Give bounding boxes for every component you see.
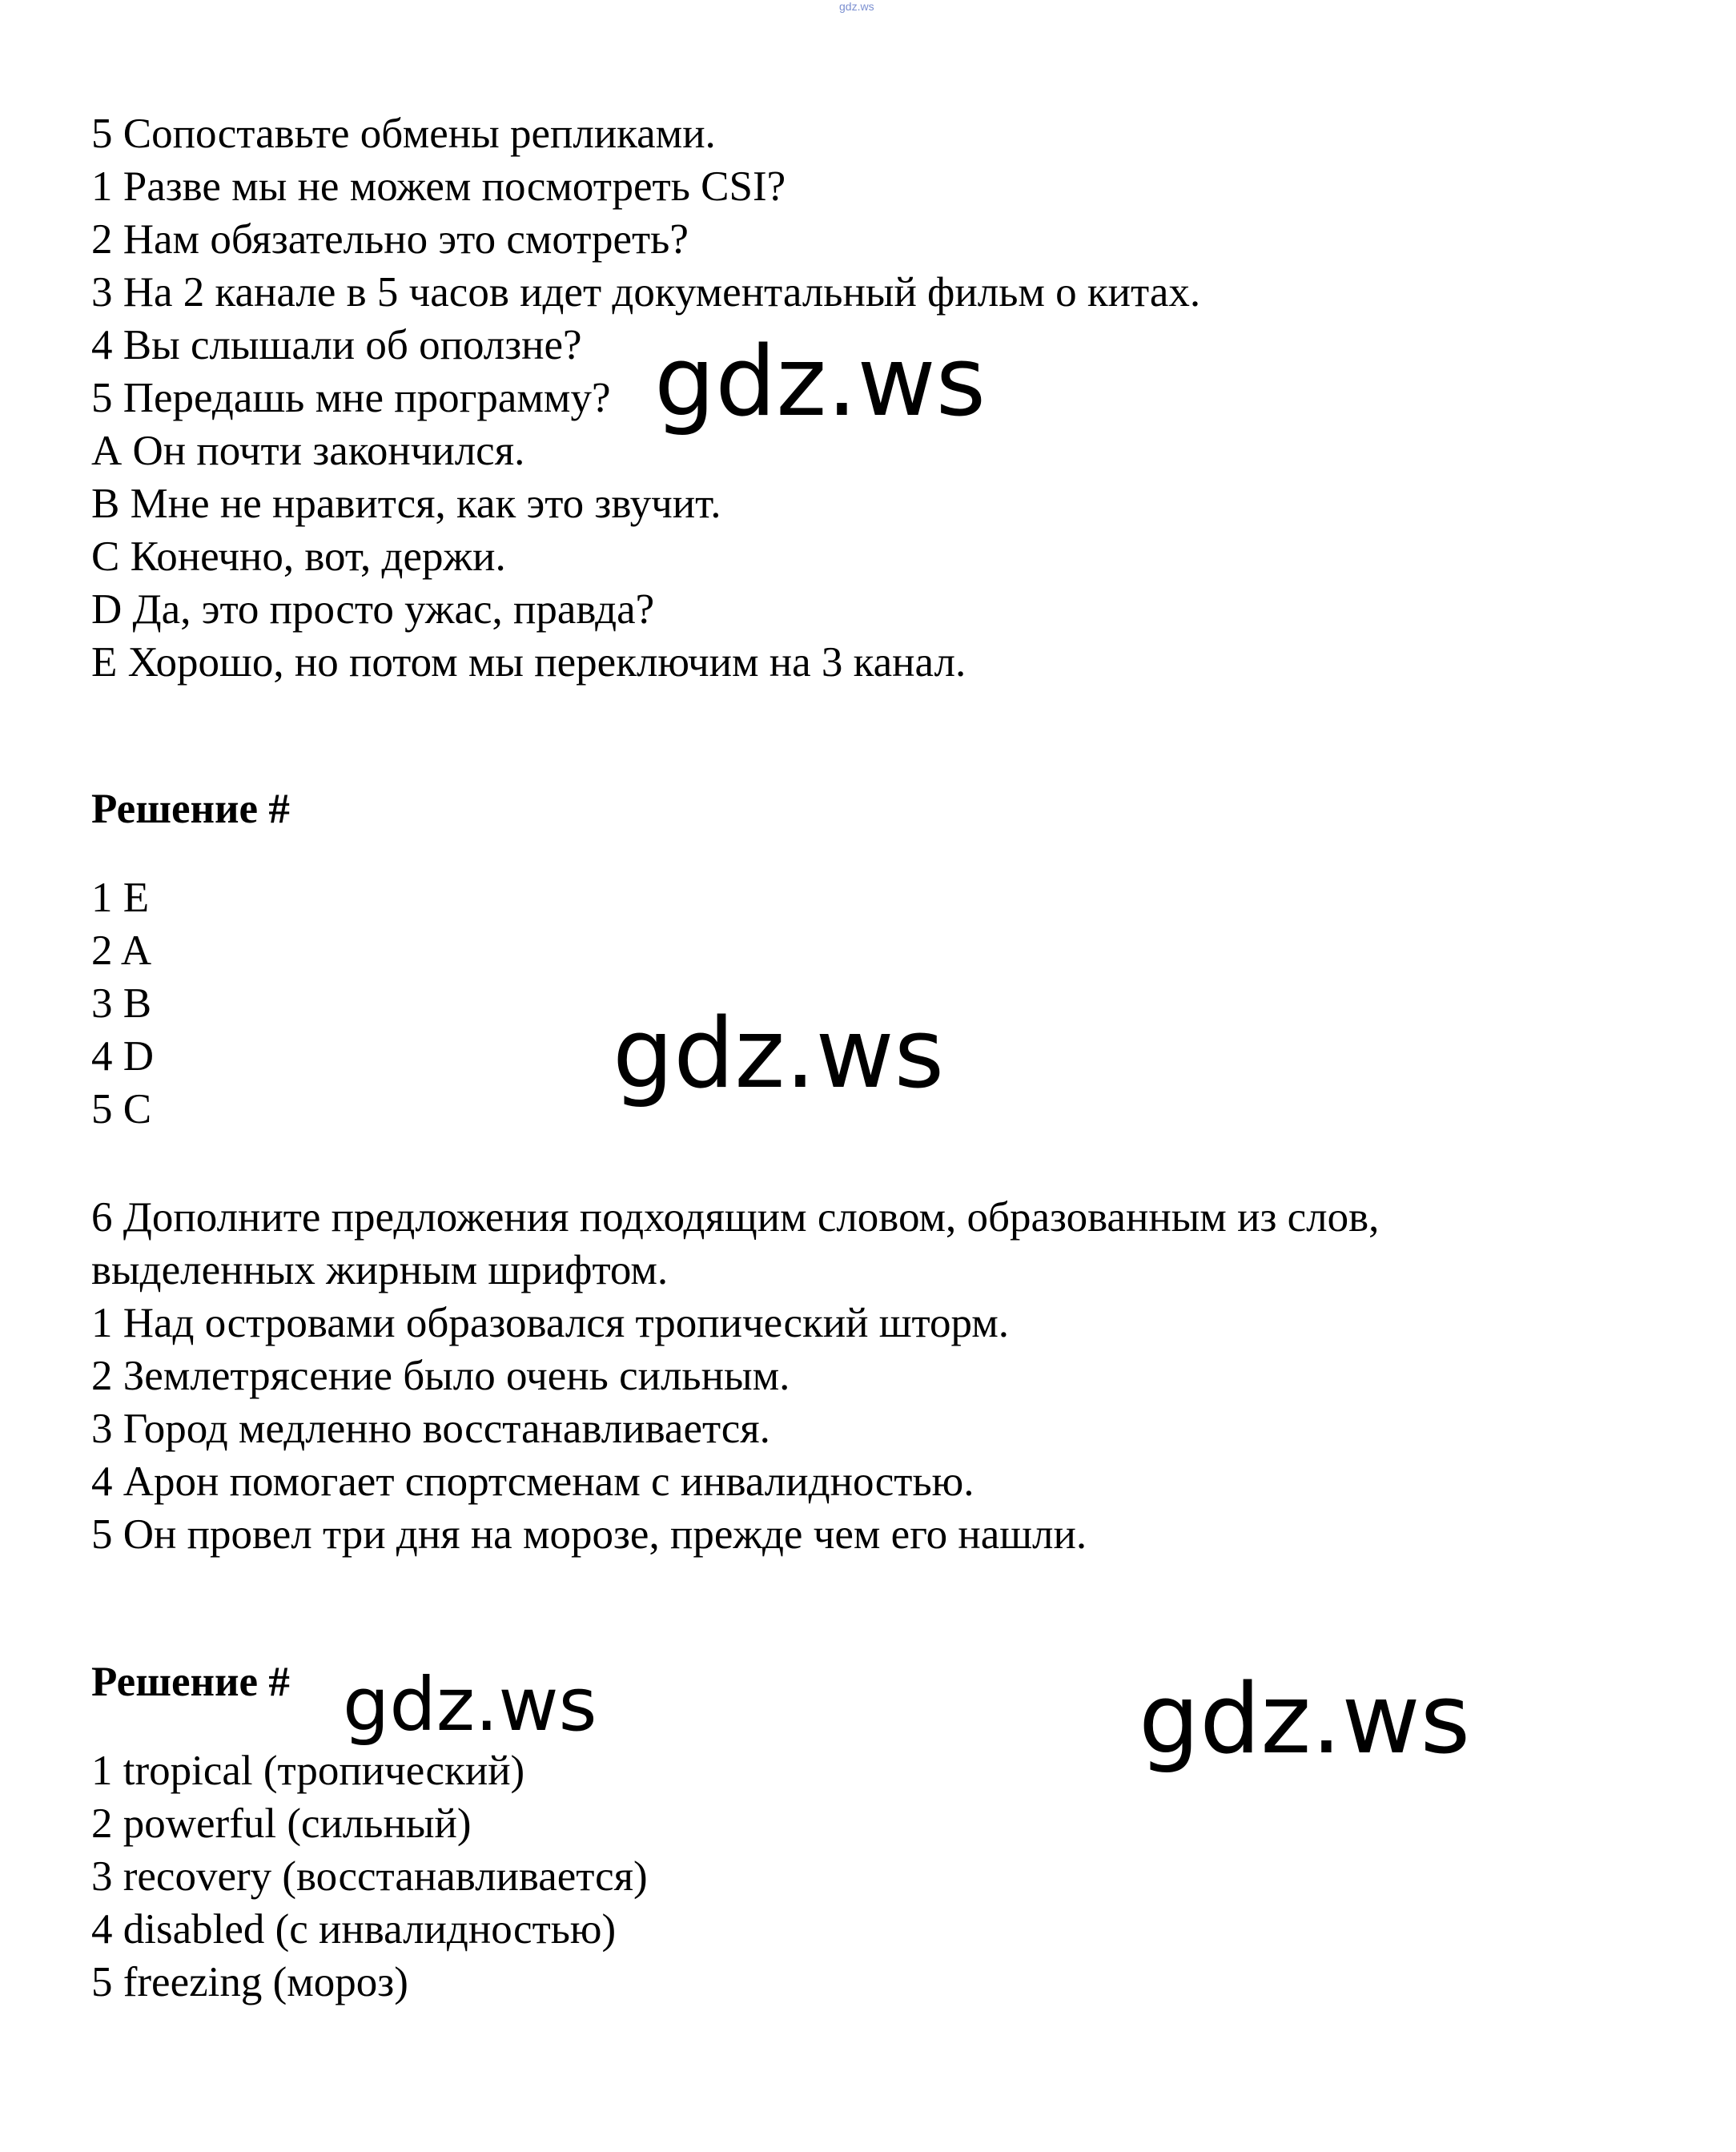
task6-line: 5 Он провел три дня на морозе, прежде чем его нашли. [91,1511,1087,1558]
task5-line: 5 Передашь мне программу? [91,375,611,421]
solution5-answer: 2 A [91,927,152,974]
task6-title: выделенных жирным шрифтом. [91,1247,669,1293]
solution5-answer: 4 D [91,1033,155,1080]
solution6-answer: 5 freezing (мороз) [91,1959,408,2005]
task5-title: 5 Сопоставьте обмены репликами. [91,111,716,157]
watermark: gdz.ws [1139,1664,1471,1776]
solution5-answer: 1 E [91,875,150,921]
task6-line: 1 Над островами образовался тропический шторм. [91,1300,1009,1346]
watermark: gdz.ws [613,999,945,1110]
solution6-answer: 3 recovery (восстанавливается) [91,1853,648,1900]
task5-line: А Он почти закончился. [91,428,525,474]
task6-line: 2 Землетрясение было очень сильным. [91,1353,790,1399]
solution6-answer: 2 powerful (сильный) [91,1800,472,1847]
watermark: gdz.ws [343,1662,597,1748]
task5-line: 2 Нам обязательно это смотреть? [91,216,689,263]
task6-title: 6 Дополните предложения подходящим словом, образованным из слов, [91,1194,1380,1241]
solution6-heading: Решение # [91,1659,290,1705]
task5-line: В Мне не нравится, как это звучит. [91,481,721,527]
solution5-answer: 3 B [91,980,152,1027]
solution6-answer: 4 disabled (с инвалидностью) [91,1906,617,1953]
task5-line: D Да, это просто ужас, правда? [91,586,655,633]
task6-line: 4 Арон помогает спортсменам с инвалидностью. [91,1458,974,1505]
solution5-heading: Решение # [91,786,290,832]
watermark: gdz.ws [654,327,987,438]
top-watermark: gdz.ws [839,0,874,13]
task5-line: С Конечно, вот, держи. [91,533,506,580]
task5-line: E Хорошо, но потом мы переключим на 3 канал. [91,639,966,686]
task5-line: 3 На 2 канале в 5 часов идет документальный фильм о китах. [91,269,1201,316]
solution6-answer: 1 tropical (тропический) [91,1748,525,1794]
task6-line: 3 Город медленно восстанавливается. [91,1406,770,1452]
task5-line: 1 Разве мы не можем посмотреть CSI? [91,163,786,210]
task5-line: 4 Вы слышали об оползне? [91,322,582,368]
solution5-answer: 5 C [91,1086,152,1132]
